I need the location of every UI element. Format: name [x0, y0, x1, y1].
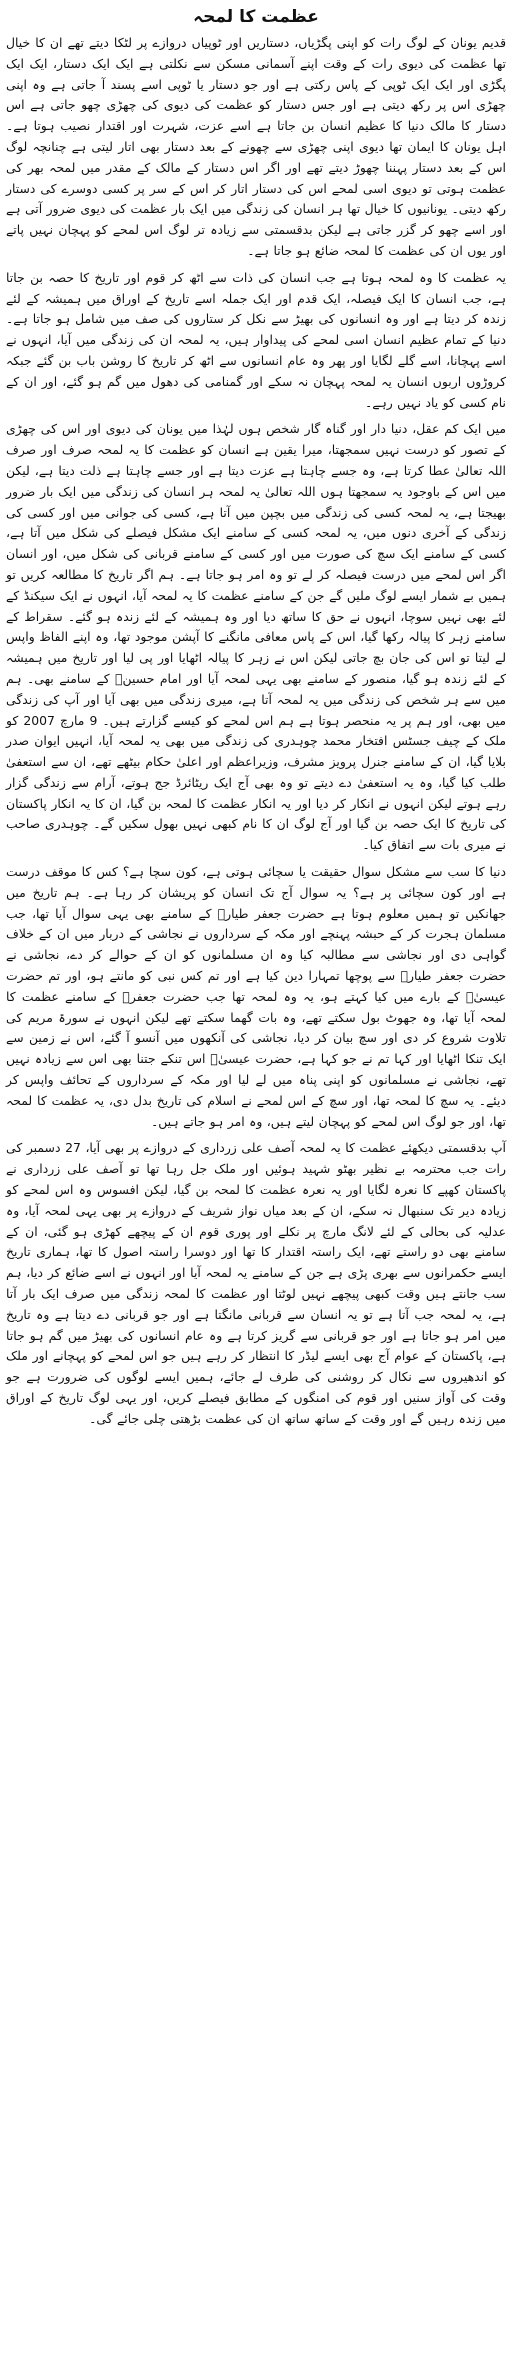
article-paragraph: دنیا کا سب سے مشکل سوال حقیقت یا سچائی ہوتی ہے، کون سچا ہے؟ کس کا موقف درست ہے اور کون سچائی پر ہے؟ یہ سوال آج تک انسان کو پریشان کر رہا ہے۔ ہم تاریخ میں جھانکیں تو ہمیں معلوم ہوتا ہے حضرت جعفر طیارؓ کے سامنے بھی یہی سوال آیا تھا، جب مسلمان ہجرت کر کے حبشہ پہنچے اور مکہ کے سرداروں نے نجاشی کے دربار میں ان کے خلاف گواہی دی اور نجاشی سے مطالبہ کیا وہ ان مسلمانوں کو ان کے حوالے کر دے، نجاشی نے حضرت جعفر طیارؓ سے پوچھا تمہارا دین کیا ہے اور تم کس نبی کو مانتے ہو، اور تم حضرت عیسیٰؑ کے بارے میں کیا کہتے ہو، یہ وہ لمحہ تھا جب حضرت جعفرؓ کے سامنے عظمت کا لمحہ آیا تھا، وہ جھوٹ بول سکتے تھے، وہ بات گھما سکتے تھے لیکن انہوں نے سورۃ مریم کی تلاوت شروع کر دی اور سچ بیان کر دیا، نجاشی کی آنکھوں میں آنسو آ گئے، اس نے زمین سے ایک تنکا اٹھایا اور کہا تم نے جو کہا ہے، حضرت عیسیٰؑ اس تنکے جتنا بھی اس سے زیادہ نہیں تھے، نجاشی نے مسلمانوں کو اپنی پناہ میں لے لیا اور مکہ کے سرداروں کے تحائف واپس کر دیئے۔ یہ سچ کا لمحہ تھا، اور سچ کے اس لمحے نے اسلام کی تاریخ بدل دی، یہ عظمت کا لمحہ تھا، اور جو لوگ اس لمحے کو پہچان لیتے ہیں، وہ امر ہو جاتے ہیں۔ — [6, 864, 506, 1129]
article-paragraph: قدیم یونان کے لوگ رات کو اپنی پگڑیاں، دستاریں اور ٹوپیاں دروازے پر لٹکا دیتے تھے ان کا خیال تھا عظمت کی دیوی رات کے وقت اپنے آسمانی مسکن سے نکلتی ہے ایک ایک دستار، ایک ایک پگڑی اور ایک ایک ٹوپی کے پاس رکتی ہے اور جو دستار یا ٹوپی اسے پسند آ جاتی ہے وہ اپنی چھڑی اس پر رکھ دیتی ہے اور جس دستار کو عظمت کی دیوی کی چھڑی چھو جاتی ہے اس دستار کا مالک دنیا کا عظیم انسان بن جاتا ہے اسے عزت، شہرت اور اقتدار نصیب ہوتا ہے۔ اہل یونان کا ایمان تھا دیوی اپنی چھڑی سے چھونے کے بعد دستار بھی اتار لیتی ہے چنانچہ لوگ اس کے بعد دستار پہننا چھوڑ دیتے تھے اور اگر اس دستار کے مالک کے مقدر میں لمحہ بھر کی عظمت ہوتی تو دیوی اسی لمحے اس کی دستار اتار کر اس کے سر پر کسی دوسرے کی دستار رکھ دیتی۔ یونانیوں کا خیال تھا ہر انسان کی زندگی میں ایک بار عظمت کی دیوی ضرور آتی ہے اور اسے چھو کر گزر جاتی ہے لیکن بدقسمتی سے زیادہ تر لوگ اس لمحے کو پہچان نہیں پاتے اور یوں ان کی عظمت کا لمحہ ضائع ہو جاتا ہے۔ — [6, 35, 506, 258]
article-paragraph: یہ عظمت کا وہ لمحہ ہوتا ہے جب انسان کی ذات سے اٹھ کر قوم اور تاریخ کا حصہ بن جاتا ہے، جب انسان کا ایک فیصلہ، ایک قدم اور ایک جملہ اسے تاریخ کے اوراق میں ہمیشہ کے لئے زندہ کر دیتا ہے اور وہ انسانوں کی بھیڑ سے نکل کر ستاروں کی صف میں شامل ہو جاتا ہے۔ دنیا کے تمام عظیم انسان اسی لمحے کی پیداوار ہیں، یہ لمحہ ان کی زندگی میں آیا، انہوں نے اسے پہچانا، اسے گلے لگایا اور پھر وہ عام انسانوں سے اٹھ کر تاریخ کا روشن باب بن گئے جبکہ کروڑوں اربوں انسان یہ لمحہ پہچان نہ سکے اور گمنامی کی دھول میں گم ہو گئے، اور ان کے نام کسی کو یاد نہیں رہے۔ — [6, 269, 506, 410]
article-paragraph: میں ایک کم عقل، دنیا دار اور گناہ گار شخص ہوں لہٰذا میں یونان کی دیوی اور اس کی چھڑی کے تصور کو درست نہیں سمجھتا، میرا یقین ہے انسان کو عظمت کا یہ لمحہ صرف اور صرف اللہ تعالیٰ عطا کرتا ہے، وہ جسے چاہتا ہے عزت دیتا ہے اور جسے چاہتا ہے ذلت دیتا ہے، لیکن میں اس کے باوجود یہ سمجھتا ہوں اللہ تعالیٰ یہ لمحہ ہر انسان کی زندگی میں ایک بار ضرور بھیجتا ہے، یہ لمحہ کسی کی زندگی میں بچپن میں آتا ہے، کسی کی جوانی میں اور کسی کی زندگی کے آخری دنوں میں، یہ لمحہ کسی کے سامنے ایک مشکل فیصلے کی شکل میں آتا ہے، کسی کے سامنے ایک سچ کی صورت میں اور کسی کے سامنے قربانی کی شکل میں، اور انسان اگر اس لمحے میں درست فیصلہ کر لے تو وہ امر ہو جاتا ہے۔ ہم اگر تاریخ کا مطالعہ کریں تو ہمیں بے شمار ایسے لوگ ملیں گے جن کے سامنے عظمت کا یہ لمحہ آیا، انہوں نے ایک سیکنڈ کے لئے بھی نہیں سوچا، انہوں نے حق کا ساتھ دیا اور وہ ہمیشہ کے لئے زندہ ہو گئے۔ سقراط کے سامنے زہر کا پیالہ رکھا گیا، اس کے پاس معافی مانگنے کا آپشن موجود تھا، وہ اپنے الفاظ واپس لے لیتا تو اس کی جان بچ جاتی لیکن اس نے زہر کا پیالہ اٹھایا اور پی لیا اور تاریخ میں ہمیشہ کے لئے زندہ ہو گیا، منصور کے سامنے بھی یہی لمحہ آیا اور امام حسینؓ کے سامنے بھی۔ ہم میں سے ہر شخص کی زندگی میں یہ لمحہ آتا ہے، میری زندگی میں بھی آیا اور آپ کی زندگی میں بھی، اور ہم پر یہ منحصر ہوتا ہے ہم اس لمحے کو کیسے گزارتے ہیں۔ 9 مارچ 2007 کو ملک کے چیف جسٹس افتخار محمد چوہدری کی زندگی میں بھی یہ لمحہ آیا، انہیں ایوان صدر بلایا گیا، ان کے سامنے جنرل پرویز مشرف، وزیراعظم اور اعلیٰ حکام بیٹھے تھے، ان سے استعفیٰ طلب کیا گیا، وہ یہ استعفیٰ دے دیتے تو وہ بھی آج ایک ریٹائرڈ جج ہوتے، آرام سے زندگی گزار رہے ہوتے لیکن انہوں نے انکار کر دیا اور یہ انکار عظمت کا لمحہ بن گیا، ان کا یہ انکار پاکستان کی تاریخ کا ایک حصہ بن گیا اور آج لوگ ان کا نام کبھی نہیں بھول سکیں گے۔ چوہدری صاحب نے میری بات سے اتفاق کیا۔ — [6, 421, 506, 853]
article-paragraph: آپ بدقسمتی دیکھئے عظمت کا یہ لمحہ آصف علی زرداری کے دروازے پر بھی آیا، 27 دسمبر کی رات جب محترمہ بے نظیر بھٹو شہید ہوئیں اور ملک جل رہا تھا تو آصف علی زرداری نے پاکستان کھپے کا نعرہ لگایا اور یہ نعرہ عظمت کا لمحہ بن گیا، لیکن افسوس وہ اس لمحے کو زیادہ دیر تک سنبھال نہ سکے، ان کے بعد میاں نواز شریف کے دروازے پر بھی یہی لمحہ آیا، وہ عدلیہ کی بحالی کے لئے لانگ مارچ پر نکلے اور پوری قوم ان کے پیچھے کھڑی ہو گئی، ان کے سامنے بھی دو راستے تھے، ایک راستہ اقتدار کا تھا اور دوسرا راستہ اصول کا تھا، ہماری تاریخ ایسے حکمرانوں سے بھری پڑی ہے جن کے سامنے یہ لمحہ آیا اور انہوں نے اسے ضائع کر دیا، ہم سب جانتے ہیں وقت کبھی پیچھے نہیں لوٹتا اور عظمت کا لمحہ زندگی میں صرف ایک بار آتا ہے، یہ لمحہ جب آتا ہے تو یہ انسان سے قربانی مانگتا ہے اور جو قربانی دے دیتا ہے وہ تاریخ میں امر ہو جاتا ہے اور جو قربانی سے گریز کرتا ہے وہ عام انسانوں کی بھیڑ میں گم ہو جاتا ہے، پاکستان کے عوام آج بھی ایسے لیڈر کا انتظار کر رہے ہیں جو اس لمحے کو پہچانے اور ملک کو اندھیروں سے نکال کر روشنی کی طرف لے جائے، ہمیں ایسے لوگوں کی ضرورت ہے جو وقت کی آواز سنیں اور قوم کی امنگوں کے مطابق فیصلے کریں، اور یہی لوگ تاریخ کے اوراق میں زندہ رہیں گے اور وقت کے ساتھ ساتھ ان کی عظمت بڑھتی چلی جائے گی۔ — [6, 1140, 506, 1426]
article-title: عظمت کا لمحہ — [193, 7, 319, 27]
article-body — [6, 33, 506, 1430]
